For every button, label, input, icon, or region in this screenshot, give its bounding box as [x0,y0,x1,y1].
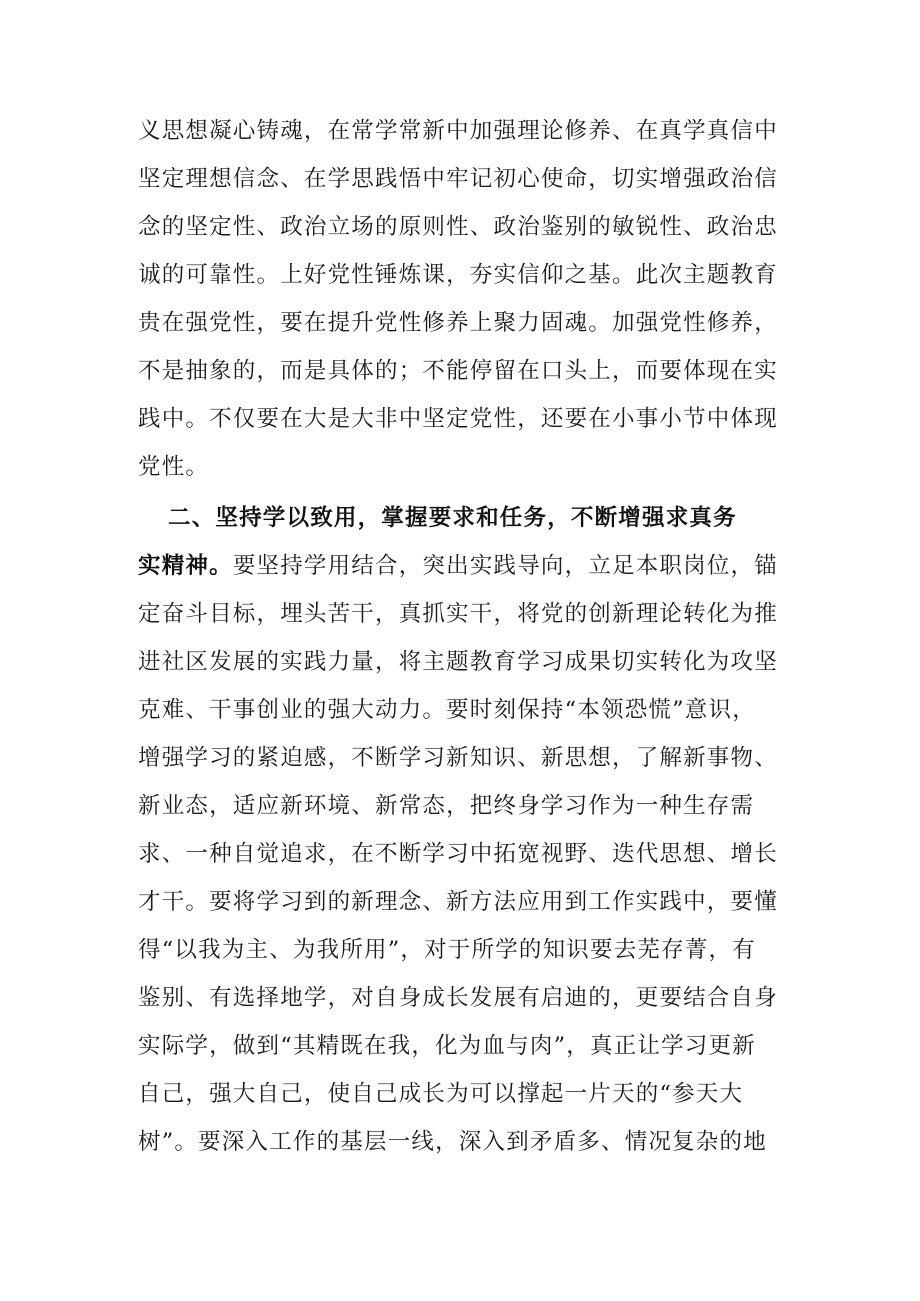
paragraph-line: 得“以我为主、为我所用”，对于所学的知识要去芜存菁，有 [138,937,756,963]
paragraph-line: 鉴别、有选择地学，对自身成长发展有启迪的，更要结合自身 [138,985,778,1011]
section-heading: 二、坚持学以致用，掌握要求和任务，不断增强求真务 [168,505,737,531]
paragraph-line: 克难、干事创业的强大动力。要时刻保持“本领恐慌”意识， [138,697,756,723]
paragraph-line: 实际学，做到“其精既在我，化为血与肉”，真正让学习更新 [138,1033,756,1059]
paragraph-2 [138,494,778,1166]
paragraph-line-rest: 要坚持学用结合，突出实践导向，立足本职岗位，锚 [232,553,778,579]
paragraph-line: 坚定理想信念、在学思践悟中牢记初心使命，切实增强政治信 [138,166,778,192]
paragraph-line: 贵在强党性，要在提升党性修养上聚力固魂。加强党性修养， [138,310,778,336]
paragraph-line [138,542,778,590]
paragraph-line: 新业态，适应新环境、新常态，把终身学习作为一种生存需 [138,793,755,819]
paragraph-line: 党性。 [138,454,210,480]
paragraph-line: 义思想凝心铸魂，在常学常新中加强理论修养、在真学真信中 [138,118,778,144]
paragraph-line: 求、一种自觉追求，在不断学习中拓宽视野、迭代思想、增长 [138,841,778,867]
paragraph-line: 践中。不仅要在大是大非中坚定党性，还要在小事小节中体现 [138,406,778,432]
paragraph-line: 才干。要将学习到的新理念、新方法应用到工作实践中，要懂 [138,889,778,915]
paragraph-line: 树”。要深入工作的基层一线，深入到矛盾多、情况复杂的地 [138,1129,767,1155]
paragraph-line: 进社区发展的实践力量，将主题教育学习成果切实转化为攻坚 [138,649,778,675]
paragraph-line: 不是抽象的，而是具体的；不能停留在口头上，而要体现在实 [138,358,778,384]
paragraph-line: 定奋斗目标，埋头苦干，真抓实干，将党的创新理论转化为推 [138,601,778,627]
paragraph-1 [138,107,778,491]
paragraph-line: 念的坚定性、政治立场的原则性、政治鉴别的敏锐性、政治忠 [138,214,778,240]
paragraph-line: 增强学习的紧迫感，不断学习新知识、新思想，了解新事物、 [138,745,778,771]
paragraph-line: 自己，强大自己，使自己成长为可以撑起一片天的“参天大 [138,1081,744,1107]
paragraph-line: 诚的可靠性。上好党性锤炼课，夯实信仰之基。此次主题教育 [138,262,778,288]
section-heading-end: 实精神。 [138,553,233,579]
